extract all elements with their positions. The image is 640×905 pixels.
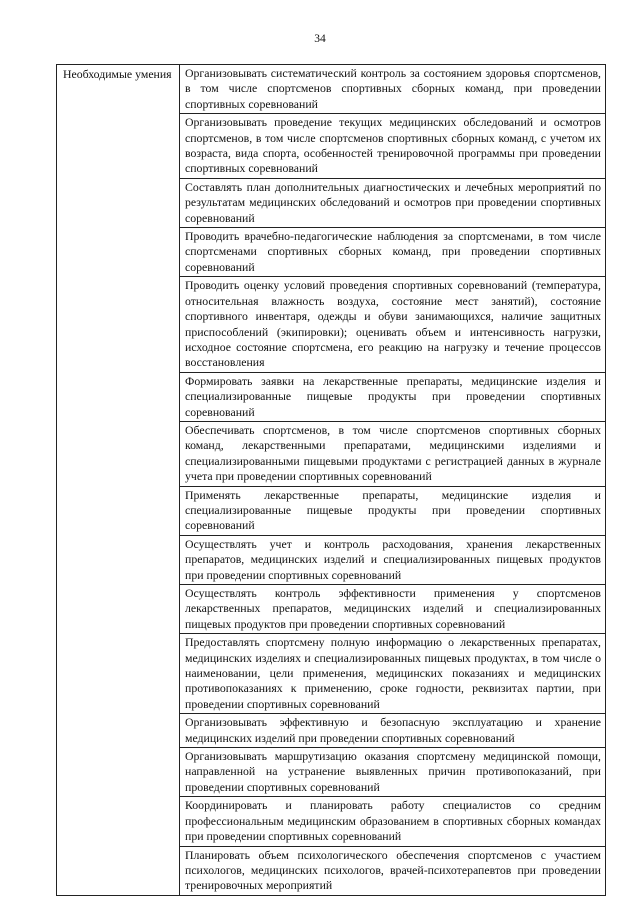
skill-row: Организовывать маршрутизацию оказания спортсмену медицинской помощи, направленной на устранение выявленных причин противопоказаний, при проведении спортивных соревнований <box>180 748 605 797</box>
skill-row: Организовывать систематический контроль за состоянием здоровья спортсменов, в том числе спортсменов спортивных сборных команд, при проведении спортивных соревнований <box>180 65 605 114</box>
skill-row: Предоставлять спортсмену полную информацию о лекарственных препаратах, медицинских изделиях и специализированных пищевых продуктах, в том числе о наименовании, цели применения, медицинских показаниях и медицинских противопоказаниях к применению, сроке годности, реквизитах партии, при проведении спортивных соревнований <box>180 634 605 714</box>
skill-row: Координировать и планировать работу специалистов со средним профессиональным медицинским образованием в спортивных сборных командах при проведении спортивных соревнований <box>180 797 605 846</box>
skill-row: Осуществлять контроль эффективности применения у спортсменов лекарственных препаратов, медицинских изделий и специализированных пищевых продуктов при проведении спортивных соревнований <box>180 585 605 634</box>
skills-column <box>180 65 605 895</box>
skill-row: Проводить оценку условий проведения спортивных соревнований (температура, относительная влажность воздуха, состояние мест занятий), состояние спортивного инвентаря, одежды и обуви занимающихся, наличие защитных приспособлений (экипировки); оценивать объем и интенсивность нагрузки, исходное состояние спортсмена, его реакцию на нагрузку и течение процессов восстановления <box>180 277 605 372</box>
skill-row: Применять лекарственные препараты, медицинские изделия и специализированные пищевые продукты при проведении спортивных соревнований <box>180 487 605 536</box>
skill-row: Организовывать проведение текущих медицинских обследований и осмотров спортсменов, в том числе спортсменов спортивных сборных команд, с учетом их возраста, вида спорта, особенностей тренировочной программы при проведении спортивных соревнований <box>180 114 605 179</box>
page-number: 34 <box>314 33 326 45</box>
skill-row: Обеспечивать спортсменов, в том числе спортсменов спортивных сборных команд, лекарственными препаратами, медицинскими изделиями и специализированными пищевыми продуктами с регистрацией данных в журнале учета при проведении спортивных соревнований <box>180 422 605 487</box>
skill-row: Проводить врачебно-педагогические наблюдения за спортсменами, в том числе спортсменами спортивных сборных команд, при проведении спортивных соревнований <box>180 228 605 277</box>
skills-table <box>56 64 606 896</box>
skill-row: Организовывать эффективную и безопасную эксплуатацию и хранение медицинских изделий при проведении спортивных соревнований <box>180 714 605 748</box>
skill-row: Формировать заявки на лекарственные препараты, медицинские изделия и специализированные пищевые продукты при проведении спортивных соревнований <box>180 373 605 422</box>
category-cell: Необходимые умения <box>57 65 180 895</box>
skill-row: Составлять план дополнительных диагностических и лечебных мероприятий по результатам медицинских обследований и осмотров при проведении спортивных соревнований <box>180 179 605 228</box>
skill-row: Планировать объем психологического обеспечения спортсменов с участием психологов, медицинских психологов, врачей-психотерапевтов при проведении тренировочных мероприятий <box>185 847 601 893</box>
skill-row: Осуществлять учет и контроль расходования, хранения лекарственных препаратов, медицинских изделий и специализированных пищевых продуктов при проведении спортивных соревнований <box>180 536 605 585</box>
